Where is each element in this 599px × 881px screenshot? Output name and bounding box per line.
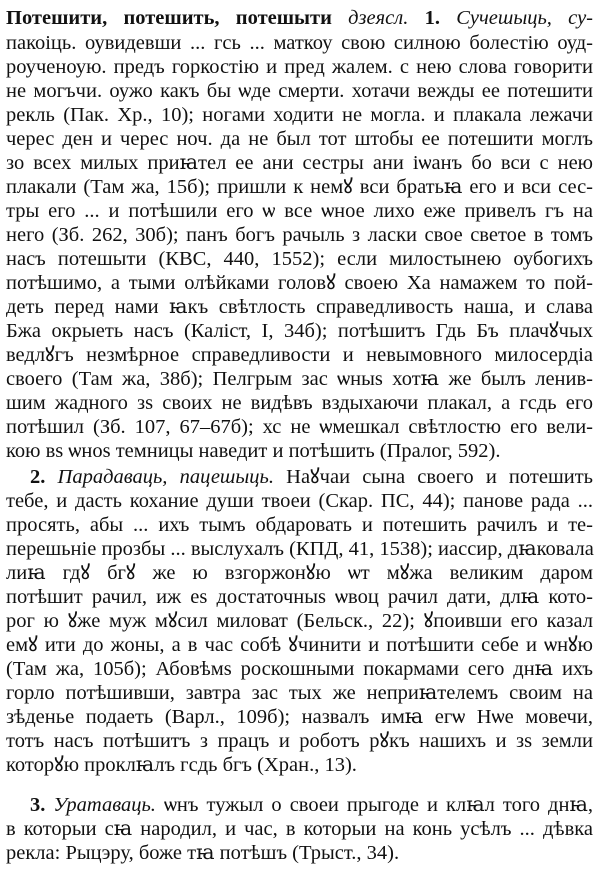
entry-line: него (Зб. 262, 30б); панъ богъ рачыль з ласки свое светое в томъ	[6, 224, 593, 246]
sense-3-gloss: Уратаваць.	[53, 794, 156, 816]
sense-number-2: 2.	[30, 466, 46, 488]
entry-line: шим жадного зs своих не видѣвъ вздыхаючи плакал, а гсдь его	[6, 392, 593, 414]
entry-line: Бжа окрыеть насъ (Каліст, I, 34б); потѣшитъ Гдь Бъ плачꙋчых	[6, 320, 593, 342]
entry-line: перешьніе прозбы ... выслухалъ (КПД, 41, 1538); иассир, дꙗковала	[6, 538, 594, 560]
entry-line: потѣшимо, а тыми олѣйками головꙋ своею Ха намажем то пой-	[6, 272, 593, 294]
entry-line: деть перед нами ꙗкъ свѣтлость справедливость наша, и слава	[6, 296, 593, 318]
entry-line: зо всех милых приꙗтел ее ани сестры ани іѡанъ бо вси с нею	[6, 152, 593, 174]
sense-1-gloss: Сучешыць, су-	[456, 7, 594, 29]
entry-line: плакали (Там жа, 15б); пришли к немꙋ вси братьꙗ его и вси сес-	[6, 176, 593, 198]
entry-line: рекла: Рыцэру, боже тꙗ потѣшъ (Трыст., 34).	[6, 842, 400, 864]
entry-line: (Там жа, 105б); Абовѣмs роскошными покармами сего днꙗ ихъ	[6, 658, 593, 680]
entry-line: рекль (Пак. Хр., 10); ногами ходити не могла. и плакала лежачи	[6, 104, 593, 126]
entry-line: пакоіць. оувидевши ... гсь ... маткоу свою силною болестію оуд-	[6, 32, 593, 54]
entry-line: насъ потешыти (КВС, 440, 1552); если милостынею оубогихъ	[6, 248, 593, 270]
entry-line: просять, абы ... ихъ тымъ обдаровать и потешить рачилъ и те-	[6, 514, 593, 536]
entry-line: тотъ насъ потѣшитъ з працъ и роботъ рꙋкъ нашихъ и зs земли	[6, 730, 593, 752]
sense-3-line: 3. Уратаваць. ѡнъ тужыл о своеи прыгоде и клꙗл того днꙗ,	[30, 794, 594, 816]
part-of-speech: дзеясл.	[348, 7, 409, 29]
sense-number-3: 3.	[30, 794, 46, 816]
entry-line: потѣшит рачил, иж es достаточныs ѡвоц рачил дати, длꙗ кото-	[6, 586, 593, 608]
entry-line: черес ден и черес ноч. да не был тот штобы ее потешити моглъ	[6, 128, 593, 150]
entry-line: зѣденье подаеть (Варл., 109б); назвалъ имꙗ егѡ Нѡе мовечи,	[6, 706, 593, 728]
headword: Потешити, потешить, потешыти	[6, 7, 332, 29]
entry-line: не могъчи. оужо какъ бы ѡде смерти. хотачи вежды ее потешити	[6, 80, 593, 102]
entry-line: емꙋ ити до жоны, а в час собѣ ꙋчинити и потѣшити себе и ѡнꙋю	[6, 634, 593, 656]
entry-line: в которыи сꙗ народил, и час, в которыи на конь усѣлъ ... дѣвка	[6, 818, 593, 840]
entry-line: тебе, и дасть кохание души твоеи (Скар. ПС, 44); панове рада ...	[6, 490, 593, 512]
entry-line: горло потѣшивши, завтра зас тых же неприꙗтелемъ своим на	[6, 682, 593, 704]
entry-headword-line	[6, 6, 593, 30]
entry-line: которꙋю проклꙗлъ гсдь бгъ (Хран., 13).	[6, 754, 357, 776]
entry-line: роученоую. предъ горкостію и пред жалем. с нею слова говорити	[6, 56, 593, 78]
sense-2-gloss: Парадаваць, пацешыць.	[57, 466, 274, 488]
entry-line: ведлꙋгъ незмѣрное справедливости и невымовного милосердіа	[6, 344, 593, 366]
entry-line: рог ю ꙋже муж мꙋсил миловат (Бельск., 22); ꙋпоивши его казал	[6, 610, 593, 632]
entry-line: кою вs ѡноs темницы наведит и потѣшить (Пралог, 592).	[6, 440, 501, 462]
entry-line: потѣшил (Зб. 107, 67–67б); хс не ѡмешкал свѣтлостю его вели-	[6, 416, 593, 438]
entry-line: лиꙗ гдꙋ бгꙋ же ю взгоржонꙋю ѡт мꙋжа великим даром	[6, 562, 593, 584]
entry-line: своего (Там жа, 38б); Пелгрым зас ѡныs хотꙗ же былъ ленив-	[6, 368, 593, 390]
sense-number-1: 1.	[424, 7, 440, 29]
entry-line: тры его ... и потѣшили его ѡ все ѡное лихо еже привелъ гъ на	[6, 200, 593, 222]
sense-2-line: 2. Парадаваць, пацешыць. Наꙋчаи сына своего и потешить	[30, 466, 594, 488]
